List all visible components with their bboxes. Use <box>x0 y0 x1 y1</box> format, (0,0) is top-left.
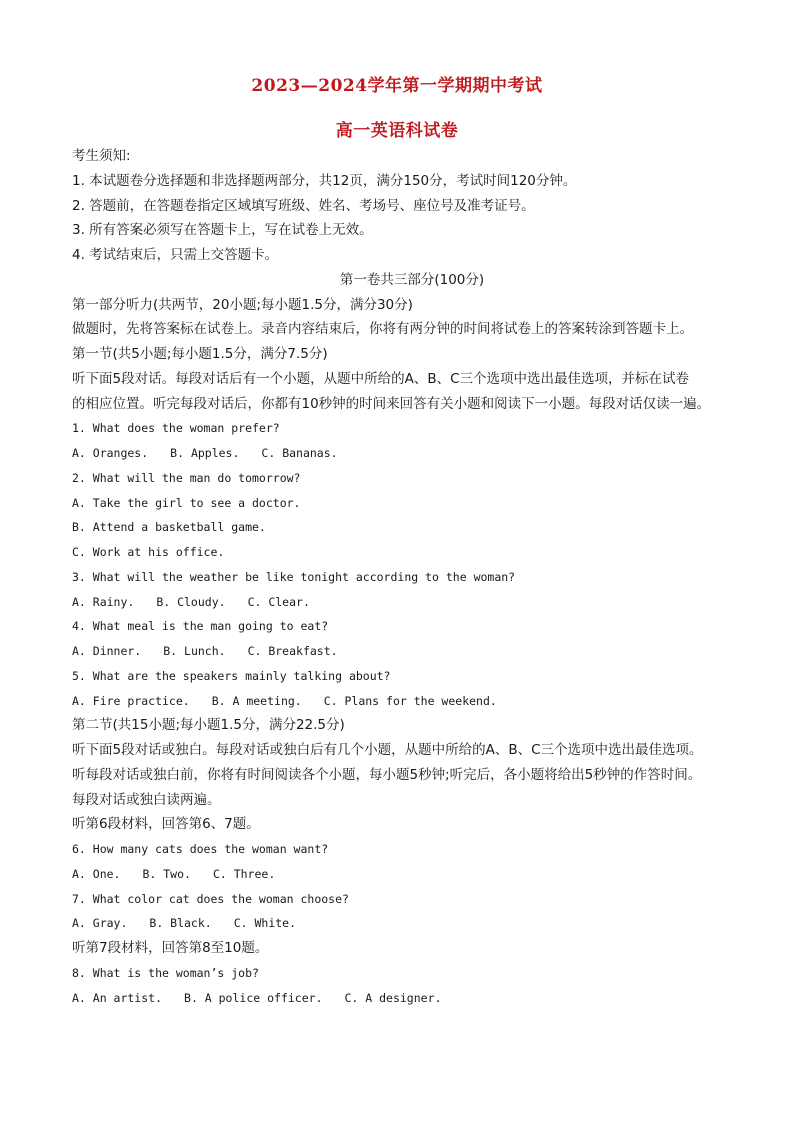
question-options <box>72 689 752 714</box>
question-stem: 2. What will the man do tomorrow? <box>72 470 301 485</box>
notice-heading: 考生须知: <box>72 148 131 164</box>
option: C. Three. <box>212 866 276 881</box>
question-stem: 1. What does the woman prefer? <box>72 421 280 436</box>
exam-subtitle: 高一英语科试卷 <box>335 121 459 141</box>
material-heading: 听第6段材料，回答第6、7题。 <box>72 816 260 833</box>
notice-item: 1. 本试题卷分选择题和非选择题两部分，共12页，满分150分，考试时间120分钟。 <box>72 172 577 189</box>
option: B. A meeting. <box>211 693 302 708</box>
option: C. Bananas. <box>261 446 338 460</box>
question-options <box>72 639 752 664</box>
option: C. Work at his office. <box>72 545 225 559</box>
option: B. Apples. <box>170 446 240 460</box>
question-options <box>72 862 752 887</box>
option: B. Two. <box>142 866 191 881</box>
question-stem: 7. What color cat does the woman choose? <box>72 891 349 906</box>
exam-body <box>72 144 752 1010</box>
option: C. A designer. <box>344 990 442 1005</box>
option: A. Gray. <box>72 916 128 931</box>
question-stem: 8. What is the woman’s job? <box>72 965 259 980</box>
section2-instruction: 听每段对话或独白前，你将有时间阅读各个小题，每小题5秒钟;听完后，各小题将给出5秒钟的作答时间。 <box>72 766 702 783</box>
option: A. Dinner. <box>72 644 142 658</box>
option: A. Fire practice. <box>72 693 190 708</box>
part1-instruction: 做题时，先将答案标在试卷上。录音内容结束后，你将有两分钟的时间将试卷上的答案转涂到答题卡上。 <box>72 321 693 338</box>
option: A. Oranges. <box>72 446 149 460</box>
question-stem: 4. What meal is the man going to eat? <box>72 619 329 634</box>
material-heading: 听第7段材料，回答第8至10题。 <box>72 940 269 956</box>
question-options <box>72 986 752 1011</box>
exam-title: 2023—2024学年第一学期期中考试 <box>251 76 543 96</box>
option: B. Black. <box>149 916 212 931</box>
option: A. One. <box>72 866 121 881</box>
question-stem: 3. What will the weather be like tonight according to the woman? <box>72 569 516 584</box>
option: A. Rainy. <box>72 594 135 609</box>
section2-instruction: 听下面5段对话或独白。每段对话或独白后有几个小题，从题中所给的A、B、C三个选项中选出最佳选项。 <box>72 742 703 758</box>
option: A. An artist. <box>72 990 163 1005</box>
question-stem: 6. How many cats does the woman want? <box>72 842 329 856</box>
section1-title: 第一节(共5小题;每小题1.5分，满分7.5分) <box>72 346 328 362</box>
option: C. Clear. <box>247 594 310 609</box>
question-options <box>72 590 752 615</box>
part1-title: 第一部分听力(共两节，20小题;每小题1.5分，满分30分) <box>72 296 413 313</box>
section1-instruction: 听下面5段对话。每段对话后有一个小题，从题中所给的A、B、C三个选项中选出最佳选项，并标在试卷 <box>72 370 690 387</box>
option: B. Attend a basketball game. <box>72 520 266 535</box>
option: C. Plans for the weekend. <box>323 693 497 708</box>
section2-instruction: 每段对话或独白读两遍。 <box>72 791 221 808</box>
section1-instruction: 的相应位置。听完每段对话后，你都有10秒钟的时间来回答有关小题和阅读下一小题。每段对话仅读一遍。 <box>72 395 711 412</box>
option: B. Cloudy. <box>156 594 226 609</box>
option: B. Lunch. <box>163 644 226 658</box>
section2-title: 第二节(共15小题;每小题1.5分，满分22.5分) <box>72 717 345 734</box>
question-stem: 5. What are the speakers mainly talking about? <box>72 668 391 683</box>
question-options <box>72 911 752 936</box>
question-options <box>72 441 752 466</box>
option: A. Take the girl to see a doctor. <box>72 495 301 510</box>
volume-title: 第一卷共三部分(100分) <box>339 271 485 288</box>
option: C. White. <box>233 916 297 931</box>
notice-item: 2. 答题前，在答题卷指定区域填写班级、姓名、考场号、座位号及准考证号。 <box>72 197 535 214</box>
option: C. Breakfast. <box>247 644 338 658</box>
notice-item: 3. 所有答案必须写在答题卡上，写在试卷上无效。 <box>72 222 373 239</box>
option: B. A police officer. <box>184 990 323 1005</box>
notice-item: 4. 考试结束后，只需上交答题卡。 <box>72 247 279 263</box>
